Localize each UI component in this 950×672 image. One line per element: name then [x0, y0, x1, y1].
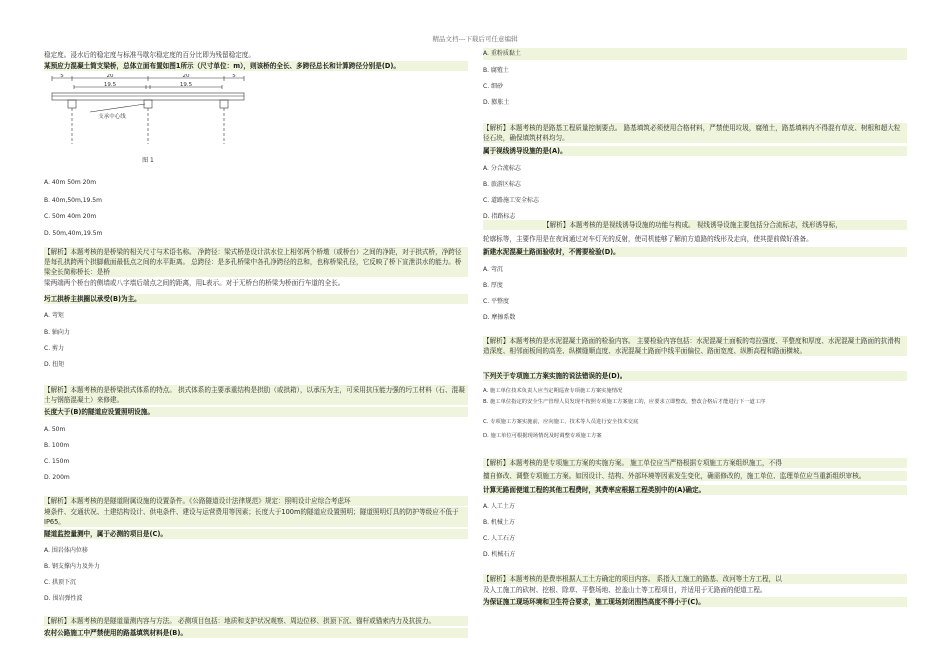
sub-dim-label-1: 19.5	[103, 82, 117, 88]
q5-analysis: 【解析】本题考核的是路基工程质量控制要点。 路基填筑必须使用合格材料，严禁使用垃圾，腐殖土，路基填料内不得混有草皮、树根和超大粒径石块，确保填筑材料均匀。	[483, 123, 907, 143]
q5-option-c: C. 细砂	[483, 83, 504, 90]
question-7: 新建水泥混凝土路面验收时，不需要检验(D)。	[483, 247, 907, 257]
intro-text: 稳定度。浸水后的稳定度与标准马歇尔稳定度的百分比即为残留稳定度。	[44, 51, 255, 59]
bridge-figure	[50, 74, 246, 166]
q6-analysis-cont: 轮廓标等，主要作用是在夜间通过对车灯光的反射，使司机能够了解前方道路的线形及走向，使其提前做好准备。	[483, 235, 813, 243]
q9-analysis-cont: 及人工施工的砍树、挖根、除草、平整场地、挖盖山土等工程项目，并适用于无路面的便道工程。	[483, 586, 767, 594]
dim-label-4: 5	[232, 74, 236, 79]
question-9: 计算无路面便道工程的其他工程费时，其费率应根据工程类别中的(A)确定。	[483, 485, 907, 495]
q1-option-d: D. 50m,40m,19.5m	[44, 230, 103, 237]
q2-option-c: C. 剪力	[44, 345, 65, 352]
question-8: 下列关于专项施工方案实施的说法错误的是(D)。	[483, 371, 907, 381]
q5-option-b: B. 腐殖土	[483, 67, 509, 74]
q7-option-a: A. 弯沉	[483, 266, 503, 273]
q5-option-a: A. 重粉质黏土	[483, 48, 907, 60]
q4-option-a: A. 围岩体内位移	[44, 547, 88, 554]
q7-option-c: C. 平整度	[483, 298, 510, 305]
q4-analysis: 【解析】本题考核的是隧道量测内容与方法。 必测项目包括：地质和支护状况观察、周边位移、拱顶下沉、锚杆或锚索内力及抗拔力。	[44, 616, 468, 626]
q2-option-a: A. 弯矩	[44, 312, 64, 319]
q2-option-d: D. 扭矩	[44, 361, 65, 368]
q9-option-d: D. 机械石方	[483, 551, 516, 558]
q6-option-b: B. 旅游区标志	[483, 181, 521, 188]
q4-option-b: B. 钢支撑内力及外力	[44, 563, 100, 570]
q9-option-a: A. 人工土方	[483, 503, 515, 510]
q5-option-d: D. 膨胀土	[483, 99, 510, 106]
q7-option-b: B. 厚度	[483, 282, 503, 289]
question-2: 圬工拱桥主拱圈以承受(B)为主。	[44, 294, 468, 304]
question-3: 长度大于(B)的隧道应设置照明设施。	[44, 407, 468, 417]
question-1: 某预应力混凝土简支梁桥，总体立面布置如图1所示（尺寸单位：m），则该桥的全长、多跨径总长和计算跨径分别是(D)。	[44, 61, 468, 71]
question-5: 农村公路施工中严禁使用的路基填筑材料是(B)。	[44, 628, 468, 638]
q1-analysis: 【解析】本题考核的是桥梁的相关尺寸与术语名称。 净跨径：梁式桥是设计洪水位上相邻两个桥墩（或桥台）之间的净距，对于拱式桥，净跨径是每孔拱跨两个拱脚截面最低点之间的水平距离。 总跨径：是多孔桥梁中各孔净跨径的总和，也称桥梁孔径，它反映了桥下宣泄洪水的能力。桥梁全长简称桥长：是桥	[44, 247, 468, 277]
q7-analysis: 【解析】本题考核的是水泥混凝土路面的检验内容。 主要检验内容包括：水泥混凝土面板的弯拉强度、平整度和厚度、水泥混凝土路面的抗滑构造深度、相邻面板间的高差、纵横缝顺直度、水泥混凝土路面中线平面偏位、路面宽度、纵断高程和路面横坡。	[483, 336, 907, 356]
q9-option-b: B. 机械土方	[483, 519, 515, 526]
q1-analysis-cont: 梁两端两个桥台的侧墙或八字墙后端点之间的距离，用L表示。对于无桥台的桥梁为桥面行车道的全长。	[44, 279, 345, 287]
q3-analysis-cont: 境条件、交通状况、土建结构设计、供电条件、建设与运营费用等因素；长度大于100m的隧道应设置照明；隧道照明灯具的防护等级应不低于IP65。	[44, 507, 468, 527]
q2-option-b: B. 轴向力	[44, 329, 70, 336]
question-4: 隧道监控量测中，属于必测的项目是(C)。	[44, 529, 468, 539]
q8-option-c: C. 专项施工方案实施前，应向施工、技术等人员进行安全技术交底	[483, 419, 639, 425]
page-header: 精品文档---下载后可任意编辑	[432, 35, 518, 43]
q6-analysis: 【解析】本题考核的是视线诱导设施的功能与构成。 视线诱导设施主要包括分合流标志，线形诱导标，	[483, 220, 907, 230]
q9-analysis: 【解析】本题考核的是费率根据人工土方确定的项目内容。 系指人工施工的路基、改河等土方工程，以	[483, 574, 907, 584]
q3-option-b: B. 100m	[44, 442, 70, 449]
q6-option-d: D. 指路标志	[483, 213, 516, 220]
q8-option-d: D. 施工单位可根据现场情况及时调整专项施工方案	[483, 433, 602, 439]
q1-option-a: A. 40m 50m 20m	[44, 179, 97, 186]
q8-option-a: A. 施工单位技术负责人应当定期巡查专项施工方案实施情况	[483, 388, 623, 394]
q4-option-c: C. 拱顶下沉	[44, 579, 77, 586]
sub-dim-label-2: 19.5	[179, 82, 193, 88]
q3-option-d: D. 200m	[44, 474, 70, 481]
dim-label-3: 20	[182, 74, 190, 79]
q3-option-a: A. 50m	[44, 426, 66, 433]
q1-option-b: B. 40m,50m,19.5m	[44, 197, 102, 204]
dim-label-1: 5	[60, 74, 64, 79]
q6-option-c: C. 道路施工安全标志	[483, 197, 540, 204]
q3-analysis: 【解析】本题考核的是隧道附属设施的设置条件。《公路隧道设计法律规范》规定：照明设计应综合考虑环	[44, 496, 468, 506]
figure-caption: 图 1	[142, 157, 154, 164]
q8-analysis-cont: 擅自修改、调整专项施工方案。如因设计、结构、外部环境等因素发生变化，确需修改的，施工单位、监理单位应当重新组织审核。	[483, 471, 907, 481]
q8-analysis: 【解析】本题考核的是专项施工方案的实施方案。 施工单位应当严格根据专项施工方案组织施工，不得	[483, 458, 907, 468]
q2-analysis: 【解析】本题考核的是桥梁拱式体系的特点。 拱式体系的主要承重结构是拱肋（或拱箱），以承压为主，可采用抗压能力强的圬工材料（石、混凝土与钢筋混凝土）来修建。	[44, 385, 468, 405]
q7-option-d: D. 摩擦系数	[483, 314, 516, 321]
q6-option-a: A. 分合流标志	[483, 165, 521, 172]
bridge-diagram	[50, 74, 246, 166]
question-6: 属于视线诱导设施的是(A)。	[483, 146, 907, 156]
q3-option-c: C. 150m	[44, 458, 70, 465]
q9-option-c: C. 人工石方	[483, 535, 516, 542]
question-10: 为保证施工现场环境和卫生符合要求，施工现场封闭围挡高度不得小于(C)。	[483, 597, 907, 607]
q1-option-c: C. 50m 40m 20m	[44, 213, 97, 220]
q4-option-d: D. 围岩弹性波	[44, 595, 83, 602]
dim-label-2: 20	[106, 74, 114, 79]
q8-option-b: B. 施工单位指定的安全生产管理人员发现不按照专项施工方案施工的，应要求立即整改，整改合格后才能进行下一道工序	[483, 399, 766, 405]
support-center-label: 支承中心线	[98, 114, 126, 120]
